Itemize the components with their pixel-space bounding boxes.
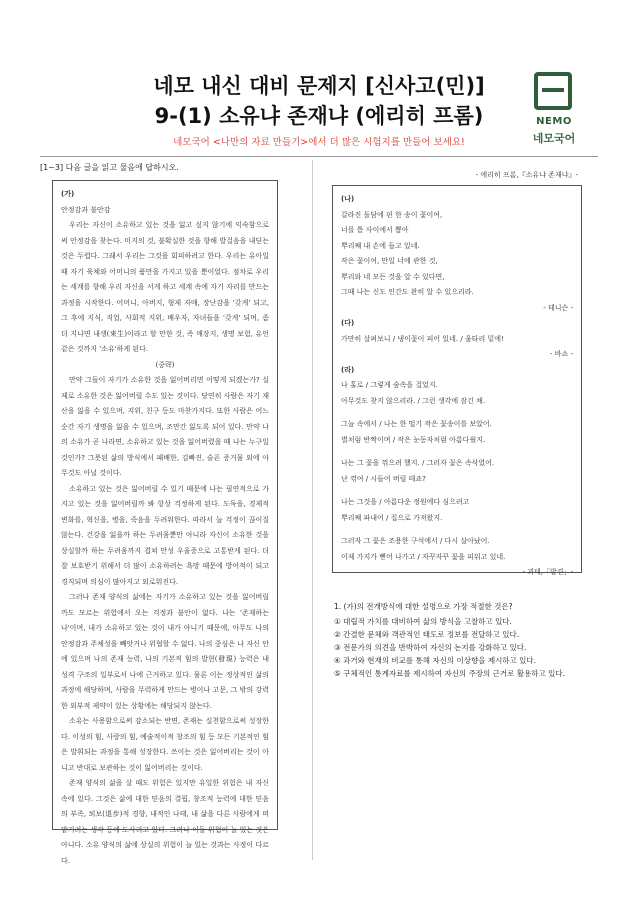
promo-line: 네모국어 <나만의 자료 만들기>에서 더 많은 시험지를 만들어 보세요! xyxy=(173,137,465,148)
page-title: 네모 내신 대비 문제지 [신사고(민)] xyxy=(153,74,485,98)
question-1 xyxy=(334,600,584,680)
poem-source: - 테니슨 - xyxy=(543,303,573,312)
omission-mark: (중략) xyxy=(155,360,175,369)
question-stem: 1. (가)의 전개방식에 대한 설명으로 가장 적절한 것은? xyxy=(334,602,513,611)
paragraph: 소유하고 있는 것은 잃어버릴 수 있기 때문에 나는 필연적으로 가지고 있는 것을 잃어버릴까 봐 항상 걱정하게 된다. 도둑을, 경제적 변화를, 혁신을, 병을, 죽음을 두려워한다. 따라서 늘 걱정이 끊이질 않는다. 건강을 잃을까 하는 두려움뿐만 아니라 자신이 소유한 것을 상실할까 하는 두려움까지 겹쳐 만성 우울증으로 고통받게 된다. 더 잘 보호받기 위해서 더 많이 소유하려는 욕망 때문에 방어적이 되고 경직되며 의심이 많아지고 외로워진다. xyxy=(61,484,269,586)
paragraph: 존재 양식의 삶을 살 때도 위험은 있지만 유일한 위험은 내 자신 속에 있다. 그것은 삶에 대한 믿음의 결핍, 창조적 능력에 대한 믿음의 부족, 퇴보(退步)적 경향, 내적인 나태, 내 삶을 다른 사람에게 떠맡기려는 생각 등에 도사리고 있다. 그러나 이들 위험이 늘 있는 것은 아니다. 소유 양식의 삶에 상실의 위험이 늘 있는 것과는 사정이 다르다. xyxy=(61,779,269,865)
poem-line: 나 홀로 / 그렇게 숲속을 걸었지. xyxy=(341,381,438,389)
passage-label: (나) xyxy=(341,195,355,203)
passage-a-source: - 에리히 프롬,『소유냐 존재냐』- xyxy=(475,171,578,179)
paragraph: 소유는 사용함으로써 감소되는 반면, 존재는 실천함으로써 성장한다. 이성의 힘, 사랑의 힘, 예술적이적 창조의 힘 등 모든 기본적인 힘은 발휘되는 과정을 통해 성장한다. 쓰이는 것은 잃어버리는 것이 아니고 반대로 보관하는 것이 잃어버리는 것이다. xyxy=(61,717,269,772)
poem-line: 이제 가지가 뻗어 나가고 / 자꾸자꾸 꽃을 피워고 있네. xyxy=(341,552,506,561)
passage-label: (다) xyxy=(341,319,355,327)
passage-label: (라) xyxy=(341,365,355,374)
poem-line: 가만히 살펴보니 / 냉이꽃이 피어 있네. / 울타리 밑에! xyxy=(341,334,504,343)
paragraph: 그러나 존재 양식의 삶에는 자기가 소유하고 있는 것을 잃어버릴까도 모르는 위험에서 오는 걱정과 불안이 없다. 나는 '존재하는 나'이며, 내가 소유하고 있는 것이 내가 아니기 때문에, 아무도 나의 안정감과 주체성을 빼앗거나 위협할 수 없다. 나의 중심은 나 자신 안에 있으며 나의 존재 능력, 나의 기본적 힘의 발현(發現) 능력은 내 성격 구조의 일부로서 나에 근거하고 있다. 물론 이는 정상적인 삶의 과정에 해당하며, 사람을 무력하게 만드는 병이나 고문, 그 밖의 강력한 외부적 제약이 있는 상황에는 해당되지 않는다. xyxy=(61,593,269,710)
page-subtitle: 9-(1) 소유냐 존재냐 (에리히 프롬) xyxy=(154,104,484,128)
passage-label: (가) xyxy=(61,190,75,198)
paragraph: 만약 그들이 자기가 소유한 것을 잃어버리면 어떻게 되겠는가? 실제로 소유한 것은 잃어버릴 수도 있는 것이다. 당연히 사람은 자기 재산을 잃을 수 있으며, 지위, 친구 등도 마찬가지다. 또한 사람은 어느 순간 자기 생명을 잃을 수 있으며, 조만간 잃도록 되어 있다. 만약 나의 소유가 곧 나라면, 소유하고 있는 것을 잃어버렸을 때 나는 누구일 것인가? 그릇된 삶의 방식에서 패배한, 김빠진, 슬픈 증거물 외에 아무것도 아닐 것이다. xyxy=(61,376,269,477)
poem-line: 그러자 그 꽃은 조용한 구석에서 / 다시 살아났어. xyxy=(341,537,490,545)
answer-option[interactable]: ⑤ 구체적인 통계자료를 제시하여 자신의 주장의 근거로 활용하고 있다. xyxy=(334,669,566,678)
poem-source: - 바쇼 - xyxy=(549,350,573,358)
poem-line: 나는 그 꽃을 꺾으려 했지. / 그러자 꽃은 속삭였어. xyxy=(341,459,495,467)
poem-line: 뿌리와 네 모든 것을 알 수 있다면, xyxy=(341,272,445,281)
header-divider xyxy=(40,156,598,157)
answer-option[interactable]: ③ 전문가의 의견을 반박하여 자신의 논지를 강화하고 있다. xyxy=(334,643,527,652)
poem-line: 너를 틈 사이에서 뽑아 xyxy=(341,226,409,234)
poem-line: 뿌리째 파내어 / 집으로 가져왔지. xyxy=(341,513,443,522)
column-divider xyxy=(312,160,313,860)
poem-line: 나는 그것을 / 아름다운 정원에다 심으려고 xyxy=(341,498,470,506)
poem-line: 난 꺾여 / 시들어 버릴 테죠? xyxy=(341,474,426,483)
passage-subtitle: 안정감과 불안감 xyxy=(61,205,111,214)
answer-option[interactable]: ④ 과거와 현재의 비교를 통해 자신의 이상향을 제시하고 있다. xyxy=(334,656,537,665)
logo-text-ko: 네모국어 xyxy=(532,132,576,145)
nemo-logo xyxy=(528,72,588,162)
paragraph: 우리는 자신이 소유하고 있는 것을 잃고 싶지 않기에 익숙함으로써 안정감을 찾는다. 미지의 것, 불확실한 것을 향해 발걸음을 내딛는 것은 두렵다. 그래서 우리는 그것을 회피하려고 한다. 우리는 유아일 때 자기 육체와 어머니의 품만을 가지고 있을 뿐이었다. 점차로 우리는 세계를 향해 우리 자신을 서게 하고 세계 속에 자기 자리를 만드는 과정을 시작한다. 어머니, 아버지, 형제 자매, 장난감을 '갖게' 되고, 그 후에 지식, 직업, 사회적 지위, 배우자, 자녀들을 '갖게' 되며, 좀 더 지나면 내생(來生)이라고 할 만한 것, 즉 매장지, 생명 보험, 유언 같은 것까지 '소유'하게 된다. xyxy=(61,221,269,353)
logo-mark-icon xyxy=(534,72,572,110)
answer-option[interactable]: ① 대립적 가치를 대비하여 삶의 방식을 고찰하고 있다. xyxy=(334,617,512,626)
poem-line: 그늘 속에서 / 나는 한 떨기 작은 꽃송이를 보았어. xyxy=(341,420,492,428)
poem-line: 별처럼 반짝이며 / 작은 눈동자처럼 아름다웠지. xyxy=(341,435,486,444)
poem-source: - 괴테,「발견」- xyxy=(522,568,573,576)
passage-a-box xyxy=(52,180,278,865)
poem-line: 그때 나는 신도 인간도 완히 알 수 있으리라. xyxy=(341,288,474,296)
passage-bcd-box xyxy=(332,185,582,576)
answer-option[interactable]: ② 간결한 문체와 객관적인 태도로 정보를 전달하고 있다. xyxy=(334,630,520,639)
poem-line: 갈라진 돌담에 핀 한 송이 꽃이여, xyxy=(341,210,443,219)
poem-line: 뿌리째 내 손에 들고 있네. xyxy=(341,241,420,250)
poem-line: 아무것도 찾지 않으리라. / 그런 생각에 잠긴 채. xyxy=(341,396,486,405)
instruction: [1~3] 다음 글을 읽고 물음에 답하시오. xyxy=(40,163,179,172)
poem-line: 작은 꽃이여, 만일 너에 관한 것, xyxy=(341,257,438,265)
logo-text-en: NEMO xyxy=(536,116,572,127)
